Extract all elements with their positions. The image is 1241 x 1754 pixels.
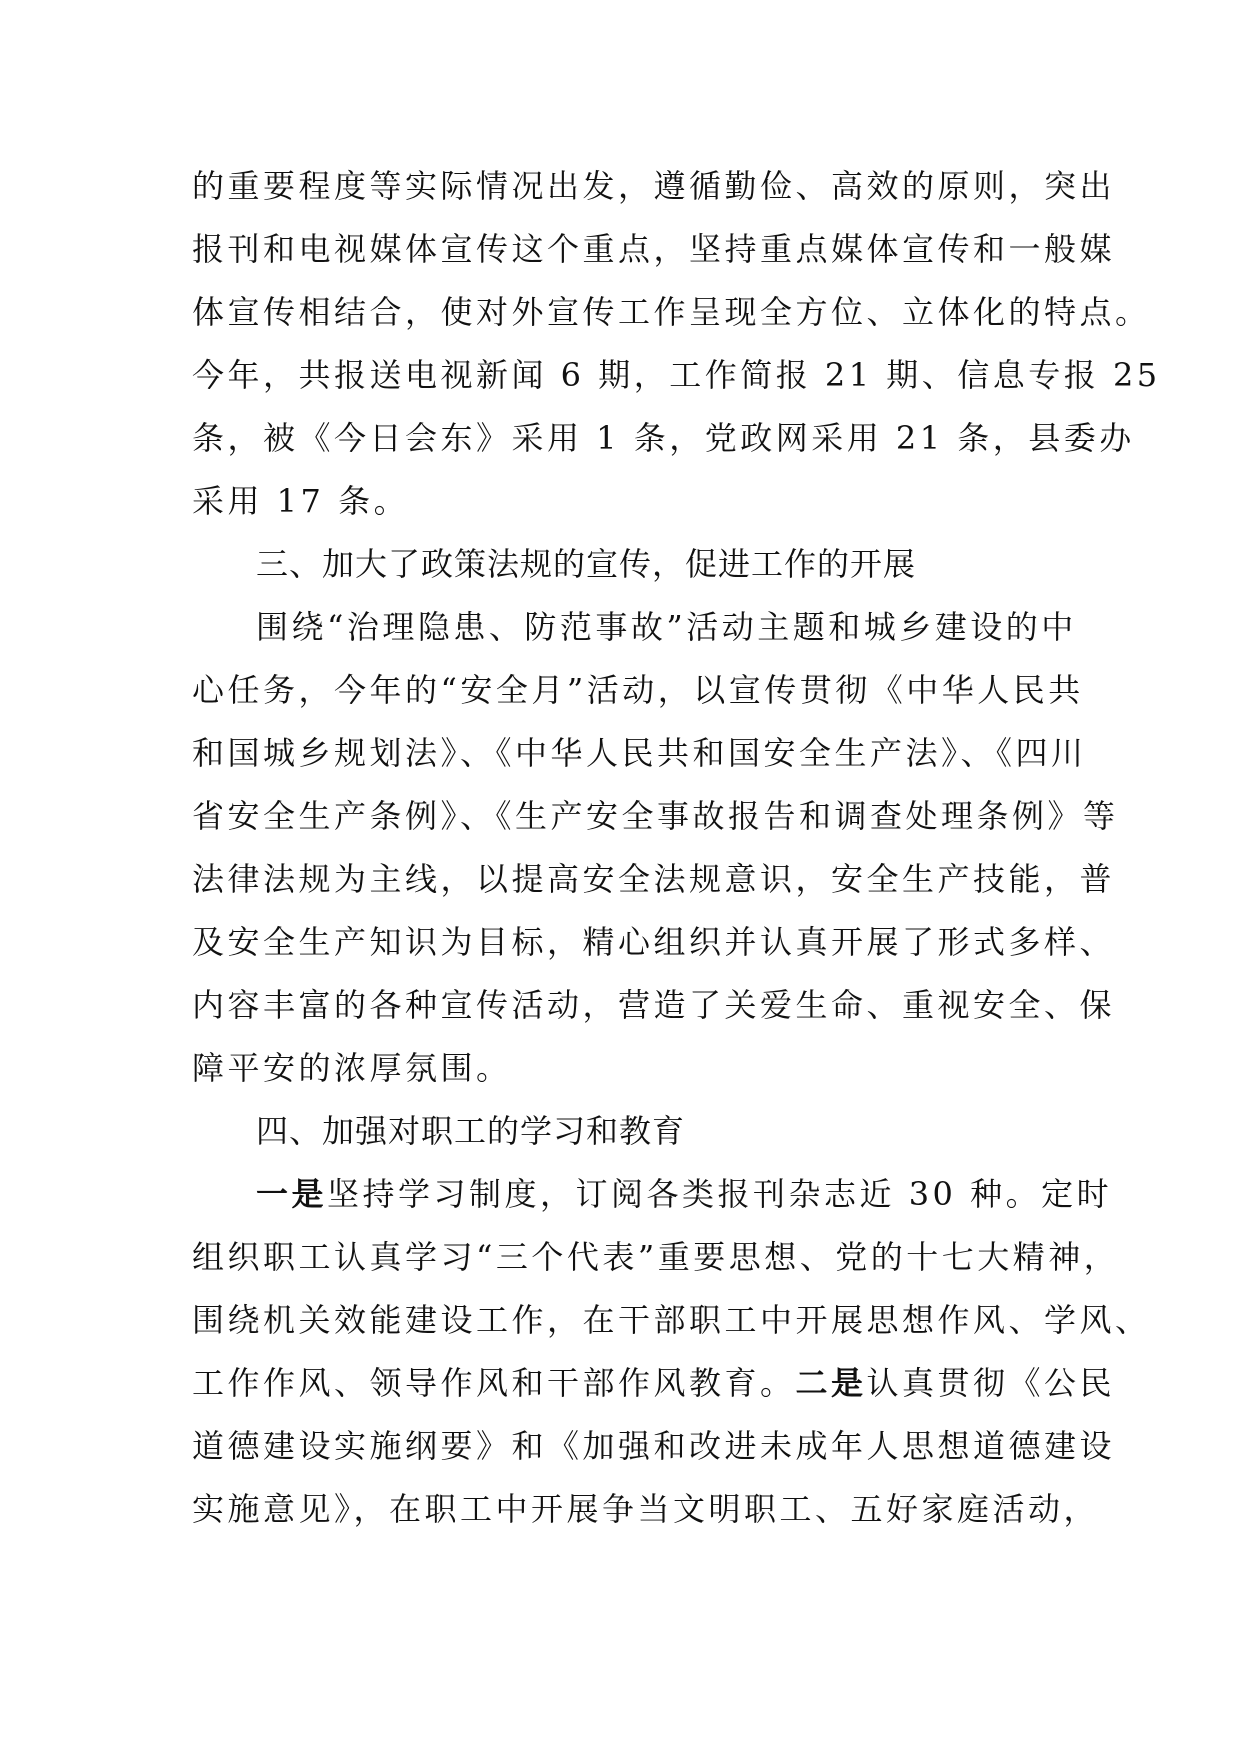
paragraph-line (192, 1352, 1116, 1415)
paragraph-line (192, 1163, 1113, 1226)
paragraph-line: 法律法规为主线，以提高安全法规意识，安全生产技能，普 (192, 860, 1116, 898)
bold-marker: 一是 (256, 1175, 328, 1213)
paragraph-line: 围绕机关效能建设工作，在干部职工中开展思想作风、学风、 (192, 1301, 1151, 1339)
section-heading: 四、加强对职工的学习和教育 (256, 1112, 686, 1150)
paragraph-line: 围绕“治理隐患、防范事故”活动主题和城乡建设的中 (256, 608, 1077, 646)
document-body (192, 155, 1161, 1541)
paragraph-line: 心任务，今年的“安全月”活动，以宣传贯彻《中华人民共 (192, 671, 1084, 709)
paragraph-line: 报刊和电视媒体宣传这个重点，坚持重点媒体宣传和一般媒 (192, 230, 1116, 268)
paragraph-line: 障平安的浓厚氛围。 (192, 1049, 512, 1087)
paragraph-line: 体宣传相结合，使对外宣传工作呈现全方位、立体化的特点。 (192, 293, 1151, 331)
paragraph-line: 和国城乡规划法》、《中华人民共和国安全生产法》、《四川 (192, 734, 1087, 772)
section-heading: 三、加大了政策法规的宣传，促进工作的开展 (256, 545, 917, 583)
paragraph-line: 实施意见》，在职工中开展争当文明职工、五好家庭活动， (192, 1490, 1100, 1528)
paragraph-line: 的重要程度等实际情况出发，遵循勤俭、高效的原则，突出 (192, 167, 1116, 205)
paragraph-text: 认真贯彻《公民 (866, 1364, 1116, 1402)
paragraph-line: 今年，共报送电视新闻 6 期，工作简报 21 期、信息专报 25 (192, 356, 1161, 394)
bold-marker: 二是 (795, 1364, 867, 1402)
paragraph-line: 组织职工认真学习“三个代表”重要思想、党的十七大精神， (192, 1238, 1120, 1276)
paragraph-line: 及安全生产知识为目标，精心组织并认真开展了形式多样、 (192, 923, 1116, 961)
paragraph-text: 坚持学习制度，订阅各类报刊杂志近 30 种。定时 (327, 1175, 1113, 1213)
paragraph-line: 条，被《今日会东》采用 1 条，党政网采用 21 条，县委办 (192, 419, 1135, 457)
paragraph-text: 工作作风、领导作风和干部作风教育。 (192, 1364, 796, 1402)
paragraph-line: 采用 17 条。 (192, 482, 410, 520)
paragraph-line: 省安全生产条例》、《生产安全事故报告和调查处理条例》等 (192, 797, 1119, 835)
paragraph-line: 道德建设实施纲要》和《加强和改进未成年人思想道德建设 (192, 1427, 1116, 1465)
paragraph-line: 内容丰富的各种宣传活动，营造了关爱生命、重视安全、保 (192, 986, 1116, 1024)
